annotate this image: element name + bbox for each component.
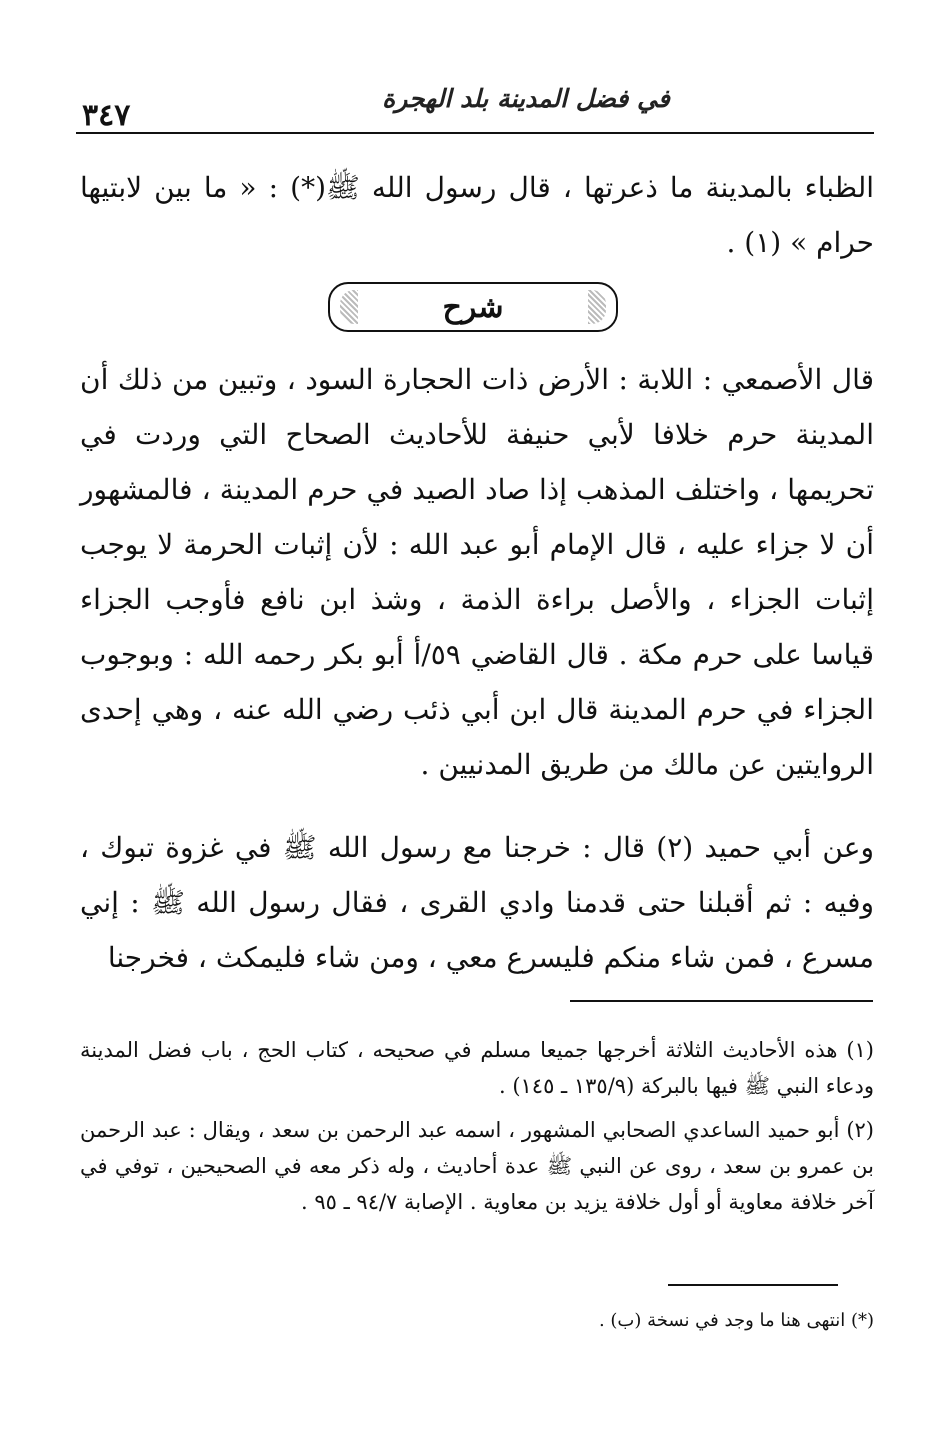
footnote-1: (١) هذه الأحاديث الثلاثة أخرجها جميعا مسلم في صحيحه ، كتاب الحج ، باب فضل المدينة ودعاء النبي ﷺ فيها بالبركة (١٣٥/٩ ـ ١٤٥) . xyxy=(80,1038,874,1098)
header-rule xyxy=(76,132,874,134)
text-block-narration xyxy=(80,820,874,985)
section-heading-label: شرح xyxy=(442,289,504,325)
footnotes xyxy=(80,1032,874,1228)
footnote-2: (٢) أبو حميد الساعدي الصحابي المشهور ، اسمه عبد الرحمن بن سعد ، ويقال : عبد الرحمن بن عمرو بن سعد ، روى عن النبي ﷺ عدة أحاديث ، وله ذكر معه في الصحيحين ، توفي في آخر خلافة معاوية أو أول خلافة يزيد بن معاوية . الإصابة ٩٤/٧ ـ ٩٥ . xyxy=(80,1118,874,1214)
paragraph-commentary: قال الأصمعي : اللابة : الأرض ذات الحجارة السود ، وتبين من ذلك أن المدينة حرم خلافا لأبي حنيفة للأحاديث الصحاح التي وردت في تحريمها ، واختلف المذهب إذا صاد الصيد في حرم المدينة ، فالمشهور أن لا جزاء عليه ، قال الإمام أبو عبد الله : لأن إثبات الحرمة لا يوجب إثبات الجزاء ، والأصل براءة الذمة ، وشذ ابن نافع فأوجب الجزاء قياسا على حرم مكة . قال القاضي ٥٩/أ أبو بكر رحمه الله : وبوجوب الجزاء في حرم المدينة قال ابن أبي ذئب رضي الله عنه ، وهي إحدى الروايتين عن مالك من طريق المدنيين . xyxy=(80,363,874,781)
text-block-top xyxy=(80,160,874,270)
paragraph-narration: وعن أبي حميد (٢) قال : خرجنا مع رسول الله ﷺ في غزوة تبوك ، وفيه : ثم أقبلنا حتى قدمنا وادي القرى ، فقال رسول الله ﷺ : إني مسرع ، فمن شاء منكم فليسرع معي ، ومن شاء فليمكث ، فخرجنا xyxy=(80,831,875,974)
footnote-separator xyxy=(570,1000,873,1002)
star-note: (*) انتهى هنا ما وجد في نسخة (ب) . xyxy=(598,1310,874,1331)
text-block-commentary xyxy=(80,352,874,792)
page-header xyxy=(76,84,874,134)
paragraph-hadith: الظباء بالمدينة ما ذعرتها ، قال رسول الله ﷺ(*) : « ما بين لابتيها حرام » (١) . xyxy=(80,171,875,259)
page-number: ٣٤٧ xyxy=(82,98,131,133)
running-title: في فضل المدينة بلد الهجرة xyxy=(382,84,670,113)
star-note-separator xyxy=(668,1284,838,1286)
section-heading-box xyxy=(328,282,618,332)
